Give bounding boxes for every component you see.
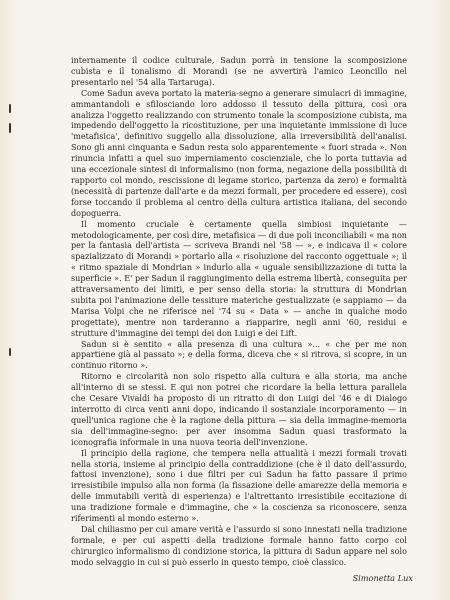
paragraph: Come Sadun aveva portato la materia-segno a generare simulacri di immagine, ammantandoli e sfilosciando loro addosso il tessuto della pittura, così ora analizza l'oggetto realizzando con strumento tonale la scomposizione cubista, ma impedendo dell'oggetto la ricostituzione, per una inquietante immissione di luce 'metafisica', definitivo suggello alla dissoluzione, alla irreversibilità dell'analisi. Sono gli anni cinquanta e Sadun resta solo apparentemente « fuori strada ». Non rinuncia infatti a quel suo imperniamento coscienziale, che lo porta tuttavia ad una eccezionale sintesi di informalismo (non forma, negazione della possibilità di rapporto col mondo, rescissione di legame storico, partenza da zero) e formalità (necessità di partenze dall'arte e da mezzi formali, per procedere ed essere), così forse toccando il problema al centro della cultura artistica italiana, del secondo dopoguerra.: [71, 88, 407, 218]
body-text: [71, 56, 407, 569]
margin-mark: [9, 104, 11, 113]
paragraph: Il principio della ragione, che tempera nella attualità i mezzi formali trovati nella storia, insieme al principio della contraddizione (che è il dato dell'assurdo, fattosi invenzione), sono i due filtri per cui Sadun ha fatto passare il primo irresistibile impulso alla non forma (la fissazione delle amarezze della memoria e delle immutabili verità di esperienza) e l'altrettanto irresistibile eccitazione di una tradizione formale e d'immagine, che « la coscienza sa riconoscere, senza riferimenti al mondo esterno ».: [71, 448, 407, 524]
margin-mark: [9, 348, 11, 356]
paragraph: Ritorno e circolarità non solo rispetto alla cultura e alla storia, ma anche all'interno di se stessi. E qui non potrei che ricordare la bella lettura parallela che Cesare Vivaldi ha proposto di un ritratto di don Luigi del '46 e di Dialogo interrotto di circa venti anni dopo, indicando il sostanziale incorporamento — in quell'unica ragione che è la ragione della pittura — sia della immagine-memoria sia dell'immagine-segno: per aver insomma Sadun quasi trasformato la iconografia informale in una nuova teoria dell'invenzione.: [71, 372, 407, 447]
paragraph: Dal chiliasmo per cui amare verità e l'assurdo si sono innestati nella tradizione formale, e per cui aspetti della tradizione formale hanno fatto corpo col chirurgico informalismo di condizione storica, la pittura di Sadun appare nel solo modo selvaggio in cui si può esserlo in questo tempo, cioè classico.: [71, 524, 407, 567]
paragraph: Il momento cruciale è certamente quella simbiosi inquietante — metodologicamente, per così dire, metafisica — di due poli inconciliabili « ma non per la fantasia dell'artista — scriveva Brandi nel '58 — », e indicava il « colore spazializzato di Morandi » portarlo alla « risoluzione del racconto oggettuale »; il « ritmo spaziale di Mondrian » indurlo alla « uguale sensibilizzazione di tutta la superficie ». E' per Sadun il raggiungimento della estrema libertà, conseguita per attraversamento dei limiti, e per senso della storia: la struttura di Mondrian subita poi l'animazione delle tessiture materiche gestualizzate (e sappiamo — da Marisa Volpi che ne riferisce nel '74 su « Data » — anche in qualche modo progettate), mentre non tarderanno a riapparire, negli anni '60, residui e strutture d'immagine dei tempi dei don Luigi e dei Lift.: [71, 219, 408, 338]
margin-mark: [9, 123, 11, 133]
paragraph: internamente il codice culturale, Sadun porrà in tensione la scomposizione cubista e il tonalismo di Morandi (se ne avvertirà l'amico Leoncillo nel presentarlo nel '54 alla Tartaruga).: [71, 56, 407, 87]
paragraph: Sadun si è sentito « alla presenza di una cultura »... « che per me non appartiene già al passato »; e della forma, diceva che « si ritrova, si scopre, in un continuo ritorno ».: [71, 339, 407, 371]
author-signature: Simonetta Lux: [352, 573, 413, 583]
